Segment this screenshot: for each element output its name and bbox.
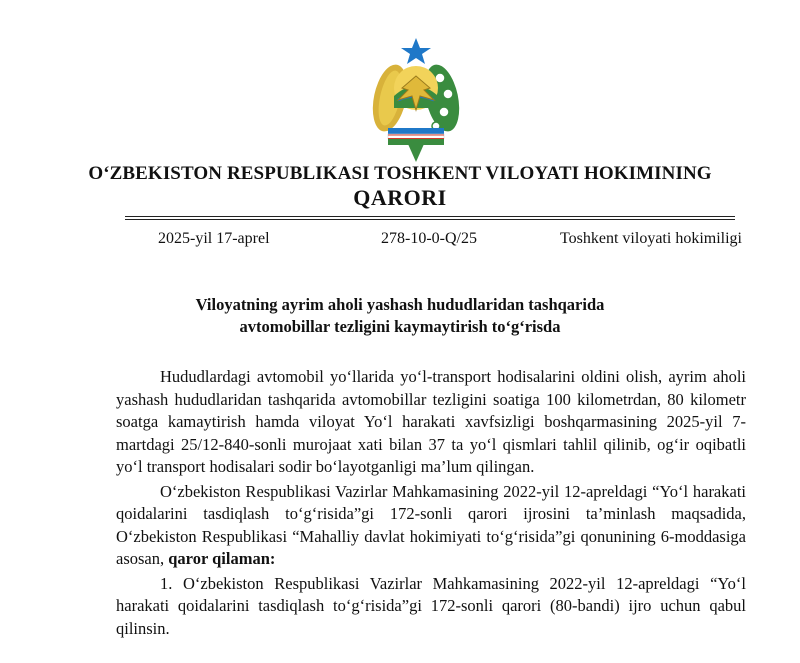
- paragraph-text: 1. O‘zbekiston Respublikasi Vazirlar Mahkamasining 2022-yil 12-apreldagi “Yo‘l harakati qoidalarini tasdiqlash to‘g‘risida”gi 172-sonli qarori (80-bandi) ijro uchun qabul qilinsin.: [116, 573, 746, 638]
- document-title-line-1: Viloyatning ayrim aholi yashash hududlaridan tashqarida: [195, 295, 605, 314]
- document-issuer: Toshkent viloyati hokimiligi: [560, 230, 742, 247]
- header-divider: [125, 216, 735, 217]
- document-date: 2025-yil 17-aprel: [158, 230, 270, 247]
- header-divider-secondary: [125, 219, 735, 220]
- document-number: 278-10-0-Q/25: [381, 230, 477, 247]
- paragraph: [116, 481, 746, 571]
- paragraph-text: O‘zbekiston Respublikasi Vazirlar Mahkamasining 2022-yil 12-apreldagi “Yo‘l harakati qoidalarini tasdiqlash to‘g‘risida”gi 172-sonli qarori ijrosini ta’minlash maqsadida, O‘zbekiston Respublikasi “Mahalliy davlat hokimiyati to‘g‘risida”gi qonunining 6-moddasiga asosan,: [116, 481, 746, 568]
- document-title: [0, 294, 800, 338]
- document-body: [116, 366, 746, 642]
- state-emblem-icon: [368, 36, 464, 166]
- paragraph: [116, 573, 746, 641]
- decision-phrase: qaror qilaman:: [168, 549, 276, 568]
- document-title-line-2: avtomobillar tezligini kaymaytirish to‘g‘risda: [239, 317, 561, 336]
- paragraph-text: Hududlardagi avtomobil yo‘llarida yo‘l-transport hodisalarini oldini olish, ayrim aholi yashash hududlaridan tashqarida avtomobillar tezligini soatiga 100 kilometrdan, 80 kilometr soatga kamaytirish hamda viloyat Yo‘l harakati xavfsizligi boshqarmasining 2025-yil 7-martdagi 25/12-840-sonli murojaat xati bilan 37 ta yo‘l qismlari tahlil qilinib, og‘ir oqibatli yo‘l transport hodisalari sodir bo‘layotganligi ma’lum qilingan.: [116, 367, 746, 476]
- document-issuer-heading: O‘ZBEKISTON RESPUBLIKASI TOSHKENT VILOYATI HOKIMINING: [88, 163, 712, 184]
- paragraph: [116, 366, 746, 479]
- document-type-heading: QARORI: [353, 185, 447, 210]
